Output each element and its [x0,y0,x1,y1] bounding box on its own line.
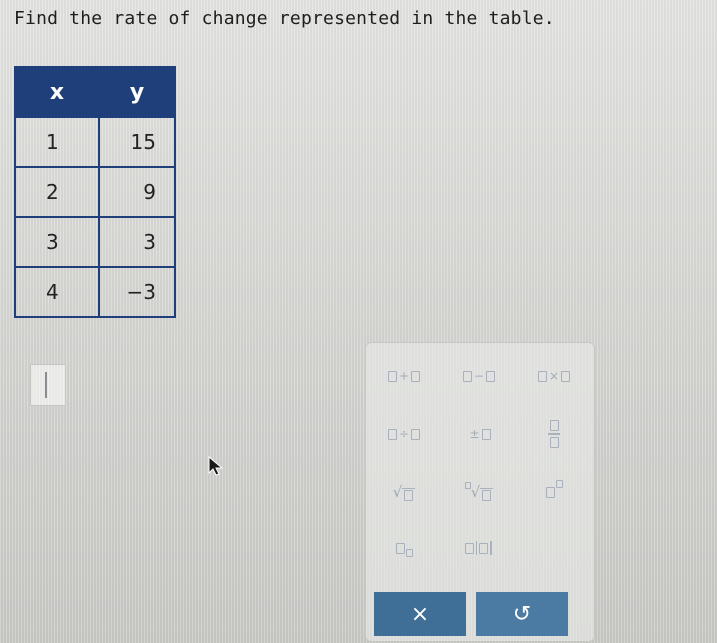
add-template-button[interactable]: + [376,359,432,393]
clear-button[interactable]: × [374,592,466,636]
multiply-template-button[interactable]: × [526,359,582,393]
table-row [15,167,175,217]
table-row [15,117,175,167]
absolute-value-button[interactable] [451,531,507,565]
x-value: 4 [15,267,99,317]
y-column-header: y [99,67,175,117]
table-row [15,217,175,267]
answer-input[interactable] [30,364,66,406]
y-value: 15 [99,117,175,167]
undo-button[interactable]: ↺ [476,592,568,636]
x-value: 2 [15,167,99,217]
question-prompt: Find the rate of change represented in the table. [14,8,555,29]
table-header-row [15,67,175,117]
exponent-button[interactable] [526,475,582,509]
x-value: 3 [15,217,99,267]
x-column-header: x [15,67,99,117]
text-cursor [45,372,47,398]
x-value: 1 [15,117,99,167]
fraction-template-button[interactable] [526,417,582,451]
divide-template-button[interactable]: ÷ [376,417,432,451]
table-row [15,267,175,317]
square-root-button[interactable]: √ [376,475,432,509]
y-value: −3 [99,267,175,317]
y-value: 9 [99,167,175,217]
y-value: 3 [99,217,175,267]
mouse-pointer-icon [206,455,228,477]
subscript-button[interactable] [376,531,432,565]
rate-table [14,66,176,318]
plus-minus-template-button[interactable]: ± [451,417,507,451]
subtract-template-button[interactable]: − [451,359,507,393]
nth-root-button[interactable]: √ [451,475,507,509]
